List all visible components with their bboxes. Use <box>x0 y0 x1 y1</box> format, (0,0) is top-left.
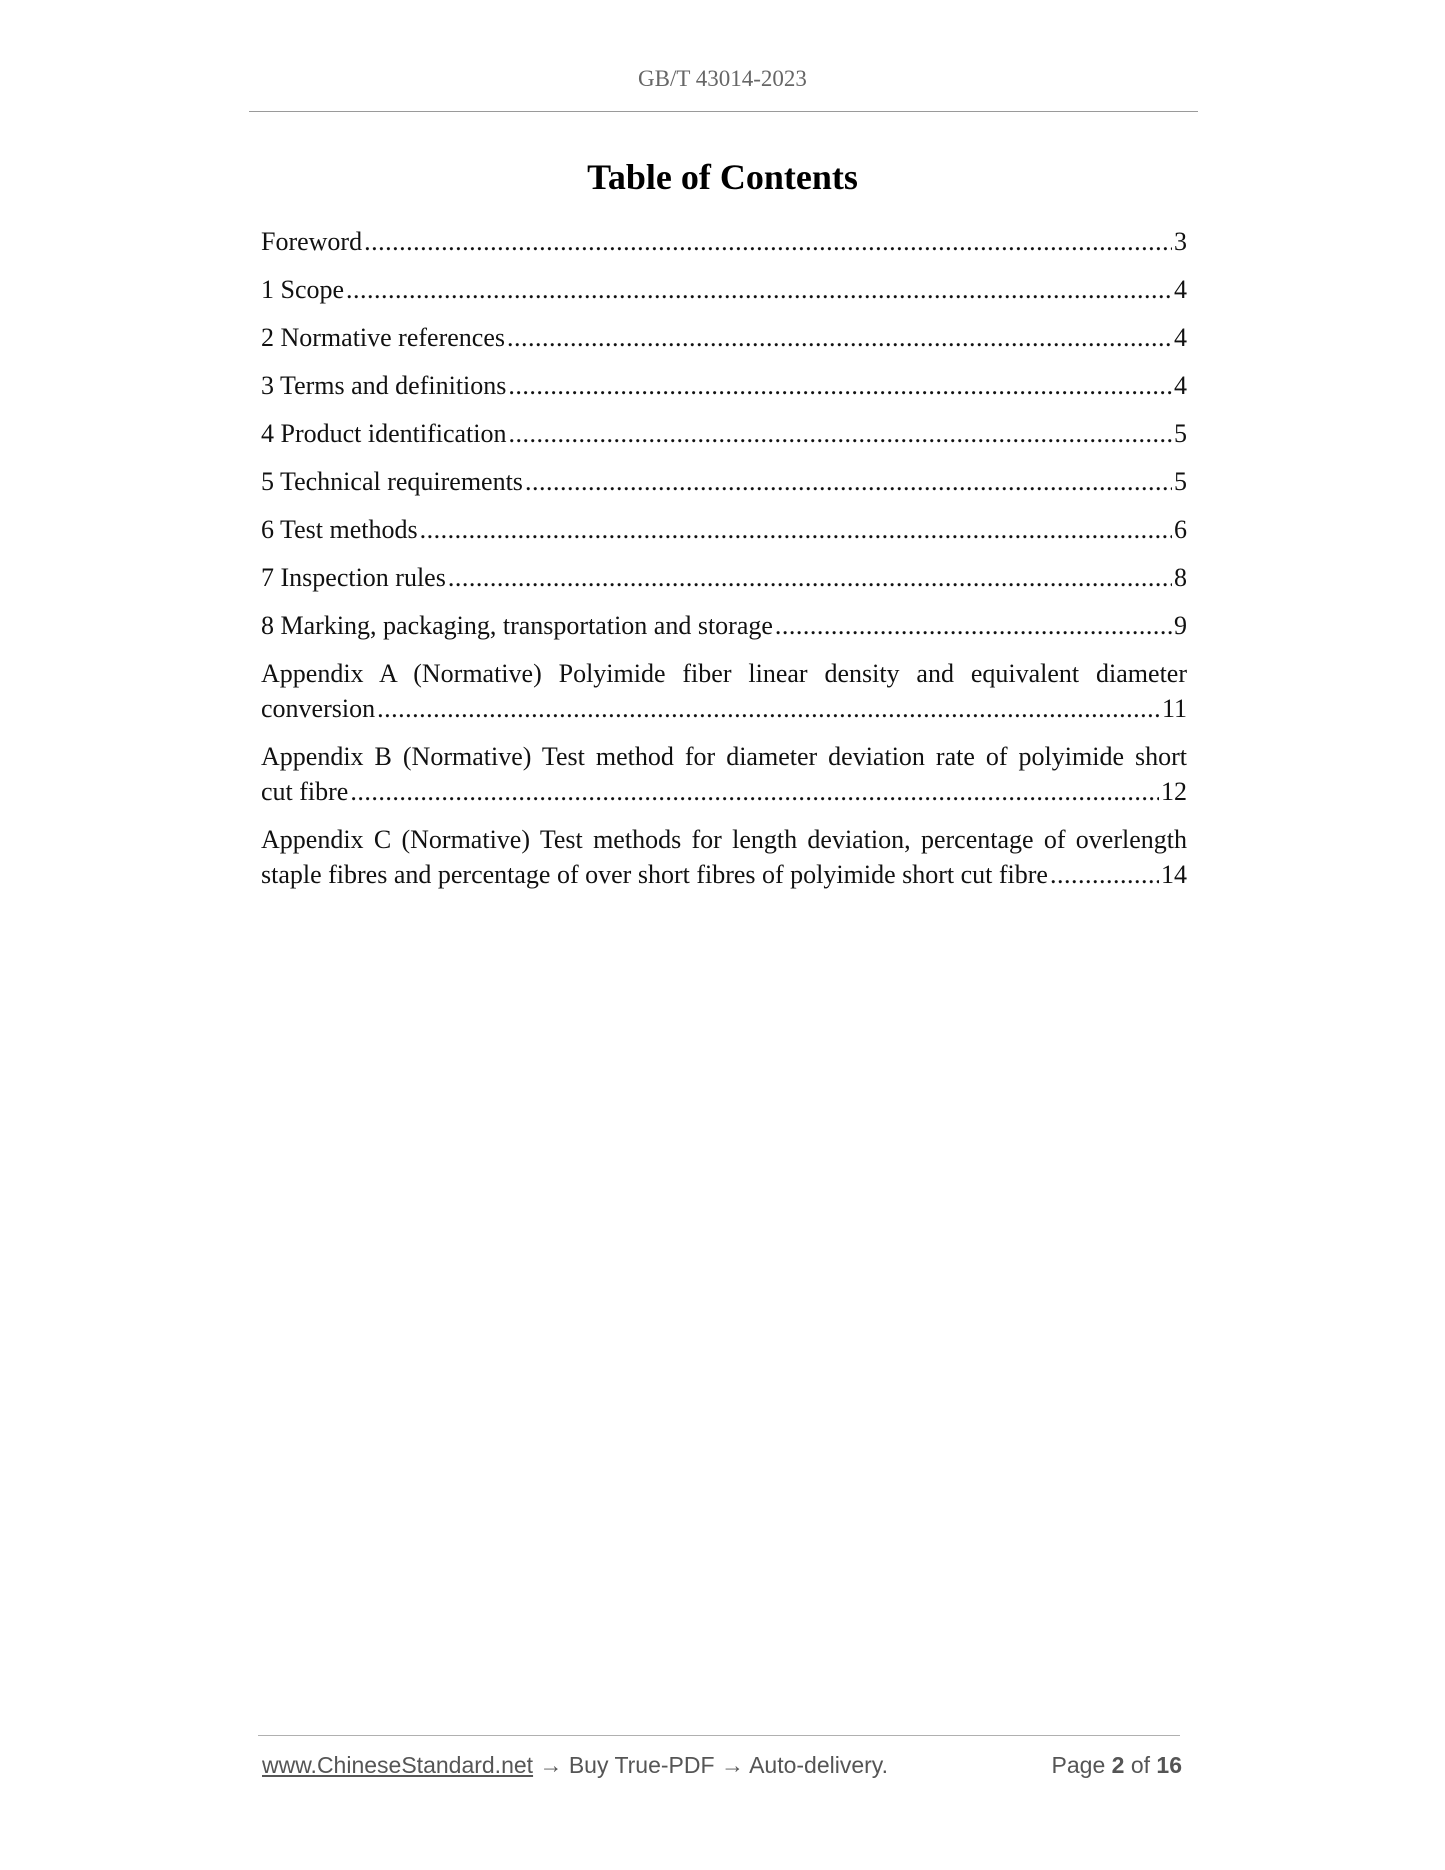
toc-entry-page: 4 <box>1174 275 1187 304</box>
toc-entry-inspection-rules[interactable] <box>261 560 1187 595</box>
arrow-right-icon: → <box>720 1752 744 1778</box>
toc-entry-title-line1: Appendix C (Normative) Test methods for length deviation, percentage of overlength <box>261 825 1187 854</box>
toc-entry-page: 9 <box>1174 611 1187 640</box>
dot-leader <box>509 416 1172 451</box>
dot-leader <box>508 368 1172 403</box>
toc-entry-title: 6 Test methods <box>261 515 418 544</box>
toc-entry-page: 3 <box>1174 227 1187 256</box>
toc-entry-appendix-a[interactable] <box>261 656 1187 726</box>
toc-entry-appendix-c[interactable] <box>261 822 1187 892</box>
dot-leader <box>448 560 1172 595</box>
dot-leader <box>507 320 1172 355</box>
toc-entry-page: 6 <box>1174 515 1187 544</box>
page-of-label: of <box>1130 1752 1151 1778</box>
toc-entry-page: 11 <box>1161 694 1187 723</box>
toc-entry-appendix-b[interactable] <box>261 739 1187 809</box>
dot-leader <box>775 608 1172 643</box>
toc-entry-title: Foreword <box>261 227 363 256</box>
toc-entry-title: 4 Product identification <box>261 419 507 448</box>
toc-entry-terms-and-definitions[interactable] <box>261 368 1187 403</box>
toc-entry-title-line2: conversion <box>261 694 376 723</box>
current-page-number: 2 <box>1111 1752 1125 1778</box>
toc-entry-title-line2-row <box>261 774 1187 809</box>
toc-entry-title-line2-row <box>261 857 1187 892</box>
toc-entry-page: 4 <box>1174 323 1187 352</box>
toc-entry-test-methods[interactable] <box>261 512 1187 547</box>
toc-entry-page: 4 <box>1174 371 1187 400</box>
dot-leader <box>420 512 1172 547</box>
dot-leader <box>350 774 1159 809</box>
auto-delivery-text: Auto-delivery. <box>749 1752 888 1778</box>
website-link[interactable]: www.ChineseStandard.net <box>262 1752 534 1778</box>
footer-promo <box>262 1752 888 1779</box>
toc-entry-title-line2: cut fibre <box>261 777 349 806</box>
document-code-header: GB/T 43014-2023 <box>638 66 807 91</box>
dot-leader <box>525 464 1172 499</box>
toc-title: Table of Contents <box>587 157 858 197</box>
toc-entry-title-line1: Appendix B (Normative) Test method for diameter deviation rate of polyimide short <box>261 742 1187 771</box>
toc-entry-title: 8 Marking, packaging, transportation and storage <box>261 611 773 640</box>
header-divider <box>249 111 1198 112</box>
total-page-number: 16 <box>1156 1752 1182 1778</box>
toc-entry-title: 1 Scope <box>261 275 345 304</box>
toc-entry-technical-requirements[interactable] <box>261 464 1187 499</box>
footer-divider <box>258 1735 1180 1736</box>
page-label: Page <box>1051 1752 1106 1778</box>
table-of-contents <box>261 224 1187 905</box>
toc-entry-title-line2: staple fibres and percentage of over short fibres of polyimide short cut fibre <box>261 860 1048 889</box>
page-indicator <box>1052 1752 1182 1779</box>
dot-leader <box>1050 857 1159 892</box>
toc-entry-title: 3 Terms and definitions <box>261 371 507 400</box>
toc-entry-product-identification[interactable] <box>261 416 1187 451</box>
dot-leader <box>377 691 1160 726</box>
toc-entry-normative-references[interactable] <box>261 320 1187 355</box>
toc-entry-title-line1: Appendix A (Normative) Polyimide fiber linear density and equivalent diameter <box>261 659 1187 688</box>
buy-true-pdf-text: Buy True-PDF <box>568 1752 715 1778</box>
arrow-right-icon: → <box>539 1752 563 1778</box>
dot-leader <box>364 224 1172 259</box>
toc-entry-title-line2-row <box>261 691 1187 726</box>
toc-entry-title: 7 Inspection rules <box>261 563 446 592</box>
toc-entry-page: 14 <box>1161 860 1187 889</box>
toc-entry-title: 5 Technical requirements <box>261 467 523 496</box>
page-footer <box>262 1752 1182 1779</box>
toc-entry-title: 2 Normative references <box>261 323 505 352</box>
toc-entry-marking-packaging[interactable] <box>261 608 1187 643</box>
toc-entry-page: 5 <box>1174 419 1187 448</box>
toc-entry-page: 8 <box>1174 563 1187 592</box>
toc-entry-foreword[interactable] <box>261 224 1187 259</box>
toc-entry-scope[interactable] <box>261 272 1187 307</box>
toc-entry-page: 5 <box>1174 467 1187 496</box>
dot-leader <box>346 272 1172 307</box>
toc-entry-page: 12 <box>1161 777 1187 806</box>
